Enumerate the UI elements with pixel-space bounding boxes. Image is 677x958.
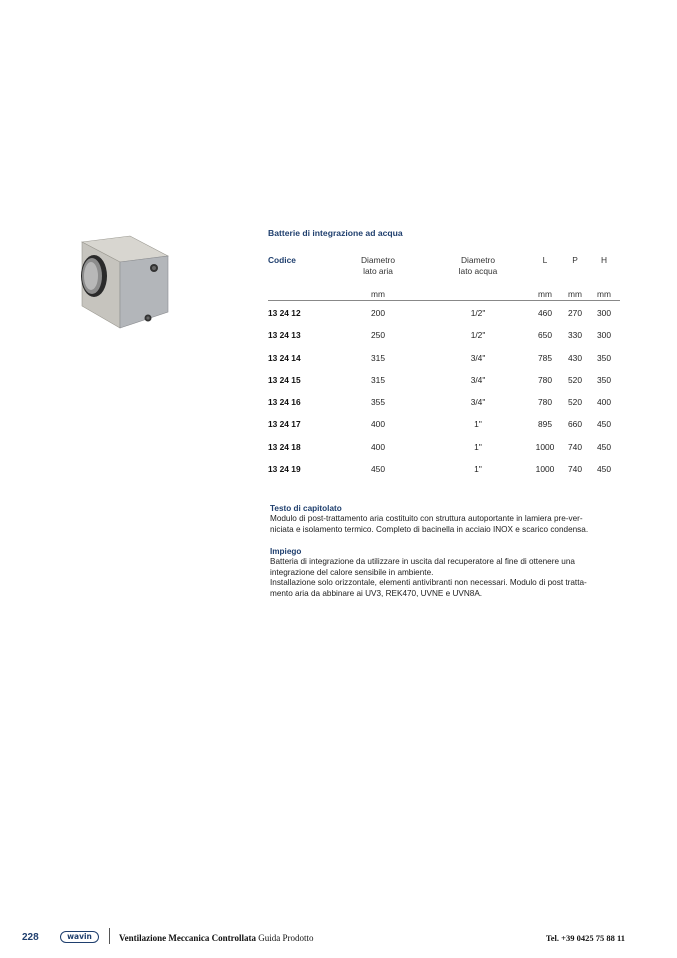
specs-line: Modulo di post-trattamento aria costituito con struttura autoportante in lamiera pre-ver- [270, 514, 583, 524]
header-p: P [572, 255, 578, 265]
cell-diameter-air: 355 [371, 397, 385, 408]
table-row [268, 346, 620, 368]
header-diameter-air [348, 255, 408, 277]
specs-block [270, 504, 628, 535]
footer-title-regular: Guida Prodotto [258, 933, 314, 943]
cell-p: 660 [568, 419, 582, 430]
page-footer [0, 928, 677, 948]
product-table [268, 255, 620, 479]
table-body [268, 301, 620, 479]
cell-diameter-air: 250 [371, 330, 385, 341]
cell-h: 350 [597, 374, 611, 385]
cell-diameter-air: 450 [371, 464, 385, 475]
cell-h: 350 [597, 352, 611, 363]
footer-phone: Tel. +39 0425 75 88 11 [545, 933, 625, 943]
specs-heading: Testo di capitolato [270, 504, 342, 513]
cell-diameter-water: 1" [474, 464, 482, 475]
cell-h: 400 [597, 397, 611, 408]
cell-diameter-water: 1/2" [470, 330, 486, 341]
product-image [72, 232, 172, 332]
cell-p: 330 [568, 330, 582, 341]
usage-line: integrazione del calore sensibile in ambiente. [270, 567, 434, 577]
table-row [268, 301, 620, 323]
cell-code: 13 24 14 [268, 352, 301, 363]
page-number: 228 [22, 932, 39, 943]
table-row [268, 323, 620, 345]
unit-h: mm [597, 289, 611, 299]
wavin-logo: wavin [60, 931, 99, 943]
cell-diameter-water: 1/2" [470, 308, 486, 318]
header-code: Codice [268, 255, 296, 265]
cell-p: 740 [568, 441, 582, 452]
cell-diameter-air: 400 [371, 441, 385, 452]
usage-line: mento aria da abbinare ai UV3, REK470, UVNE e UVN8A. [270, 588, 483, 598]
unit-l: mm [538, 289, 552, 299]
footer-title-bold: Ventilazione Meccanica Controllata [119, 933, 256, 943]
header-l: L [542, 255, 548, 265]
cell-l: 1000 [535, 464, 555, 475]
cell-h: 300 [597, 308, 611, 318]
cell-h: 450 [597, 441, 611, 452]
cell-l: 780 [538, 374, 552, 385]
header-diameter-water-line1: Diametro [461, 255, 495, 265]
table-row [268, 412, 620, 434]
cell-code: 13 24 19 [268, 464, 301, 475]
header-diameter-air-line2: lato aria [363, 266, 393, 276]
specs-line: niciata e isolamento termico. Completo di bacinella in acciaio INOX e scarico condensa. [270, 524, 589, 534]
table-unit-row [268, 285, 620, 301]
cell-diameter-air: 200 [371, 308, 385, 318]
table-row [268, 457, 620, 479]
table-row [268, 435, 620, 457]
usage-line: Batteria di integrazione da utilizzare in uscita dal recuperatore al fine di ottenere una [270, 557, 575, 567]
footer-divider [109, 928, 110, 944]
header-diameter-water [448, 255, 508, 277]
table-header-row [268, 255, 620, 285]
cell-diameter-water: 1" [474, 419, 482, 430]
cell-diameter-air: 400 [371, 419, 385, 430]
cell-diameter-water: 3/4" [470, 352, 486, 363]
unit-diameter-air: mm [371, 289, 385, 299]
cell-code: 13 24 13 [268, 330, 301, 341]
cell-l: 780 [538, 397, 552, 408]
cell-l: 895 [538, 419, 552, 430]
cell-code: 13 24 16 [268, 397, 301, 408]
footer-title [119, 933, 313, 943]
cell-code: 13 24 12 [268, 308, 301, 318]
usage-heading: Impiego [270, 547, 302, 556]
usage-block [270, 547, 628, 599]
cell-diameter-water: 3/4" [470, 397, 486, 408]
cell-diameter-air: 315 [371, 352, 385, 363]
cell-diameter-water: 3/4" [470, 374, 486, 385]
cell-l: 460 [538, 308, 552, 318]
cell-p: 740 [568, 464, 582, 475]
cell-p: 520 [568, 374, 582, 385]
cell-l: 650 [538, 330, 552, 341]
header-h: H [600, 255, 608, 265]
section-title: Batterie di integrazione ad acqua [268, 228, 403, 238]
usage-line: Installazione solo orizzontale, elementi antivibranti non necessari. Modulo di post tratta- [270, 578, 587, 588]
cell-p: 430 [568, 352, 582, 363]
header-diameter-air-line1: Diametro [361, 255, 395, 265]
cell-p: 520 [568, 397, 582, 408]
cell-l: 785 [538, 352, 552, 363]
table-row [268, 390, 620, 412]
unit-p: mm [568, 289, 582, 299]
cell-h: 300 [597, 330, 611, 341]
cell-h: 450 [597, 419, 611, 430]
cell-diameter-water: 1" [474, 441, 482, 452]
cell-p: 270 [568, 308, 582, 318]
cell-diameter-air: 315 [371, 374, 385, 385]
header-diameter-water-line2: lato acqua [458, 266, 498, 276]
cell-code: 13 24 17 [268, 419, 301, 430]
cell-h: 450 [597, 464, 611, 475]
cell-code: 13 24 18 [268, 441, 301, 452]
cell-code: 13 24 15 [268, 374, 301, 385]
table-row [268, 368, 620, 390]
cell-l: 1000 [535, 441, 555, 452]
